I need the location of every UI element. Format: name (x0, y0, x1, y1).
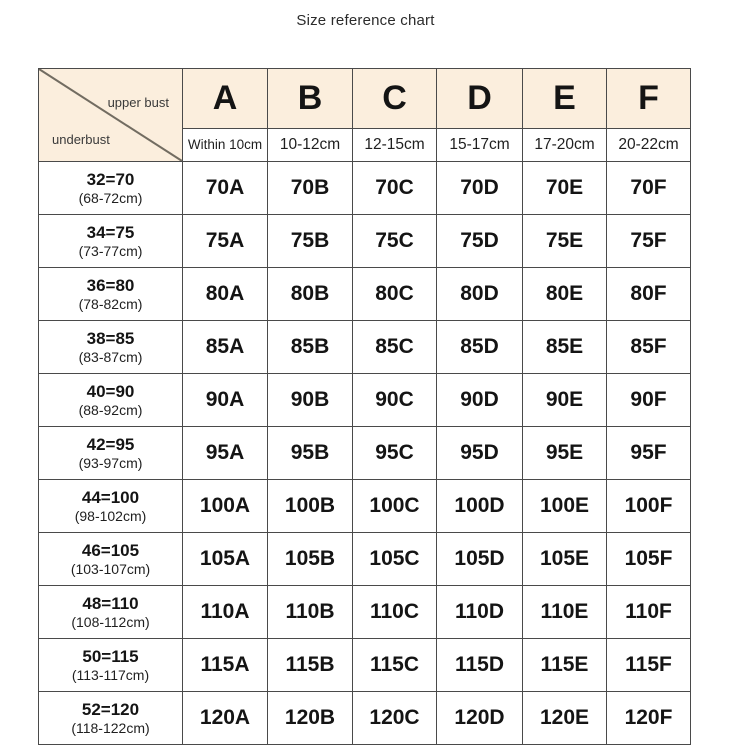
size-equivalence: 48=110 (82, 593, 139, 613)
size-cell-120a: 120A (183, 692, 268, 745)
size-cell-115a: 115A (183, 639, 268, 692)
size-cell-100d: 100D (437, 480, 523, 533)
size-cm-range: (78-82cm) (78, 295, 143, 312)
corner-label-underbust: underbust (52, 132, 110, 147)
size-cell-110a: 110A (183, 586, 268, 639)
cup-letter-a: A (183, 69, 268, 129)
size-cell-90e: 90E (523, 374, 607, 427)
size-cell-75b: 75B (268, 215, 353, 268)
size-cell-110d: 110D (437, 586, 523, 639)
size-equivalence: 42=95 (86, 434, 135, 454)
size-cell-105f: 105F (607, 533, 691, 586)
size-cell-100c: 100C (353, 480, 437, 533)
cup-letter-e: E (523, 69, 607, 129)
size-cell-105c: 105C (353, 533, 437, 586)
size-cell-115e: 115E (523, 639, 607, 692)
size-cell-80f: 80F (607, 268, 691, 321)
size-row-110 (39, 586, 691, 639)
size-cell-115b: 115B (268, 639, 353, 692)
size-cm-range: (73-77cm) (78, 242, 143, 259)
underbust-size-label (39, 215, 183, 268)
size-cm-range: (108-112cm) (71, 613, 150, 630)
size-equivalence: 32=70 (86, 169, 135, 189)
page-title: Size reference chart (296, 12, 435, 29)
size-cell-85a: 85A (183, 321, 268, 374)
size-cell-90f: 90F (607, 374, 691, 427)
size-cell-105d: 105D (437, 533, 523, 586)
size-cell-70a: 70A (183, 162, 268, 215)
size-cell-120f: 120F (607, 692, 691, 745)
size-cm-range: (93-97cm) (78, 454, 143, 471)
size-cell-80a: 80A (183, 268, 268, 321)
size-cm-range: (118-122cm) (71, 719, 150, 736)
size-cell-100f: 100F (607, 480, 691, 533)
cup-range-e: 17-20cm (523, 128, 607, 161)
size-cell-70e: 70E (523, 162, 607, 215)
size-equivalence: 38=85 (86, 328, 135, 348)
underbust-size-label (39, 321, 183, 374)
underbust-size-label (39, 427, 183, 480)
size-cell-110b: 110B (268, 586, 353, 639)
size-cell-95b: 95B (268, 427, 353, 480)
size-equivalence: 34=75 (86, 222, 135, 242)
size-cell-120e: 120E (523, 692, 607, 745)
size-chart-table (38, 68, 691, 745)
cup-range-c: 12-15cm (353, 128, 437, 161)
size-row-85 (39, 321, 691, 374)
size-cell-85e: 85E (523, 321, 607, 374)
underbust-size-label (39, 586, 183, 639)
size-cell-90b: 90B (268, 374, 353, 427)
size-cell-75e: 75E (523, 215, 607, 268)
size-cell-105b: 105B (268, 533, 353, 586)
size-cm-range: (113-117cm) (71, 666, 150, 683)
size-cell-120b: 120B (268, 692, 353, 745)
underbust-size-label (39, 374, 183, 427)
size-cell-95c: 95C (353, 427, 437, 480)
size-cell-115d: 115D (437, 639, 523, 692)
size-cell-70c: 70C (353, 162, 437, 215)
size-cell-70b: 70B (268, 162, 353, 215)
cup-letter-row (39, 69, 691, 129)
size-cell-95e: 95E (523, 427, 607, 480)
size-cell-75a: 75A (183, 215, 268, 268)
size-cell-90c: 90C (353, 374, 437, 427)
size-row-75 (39, 215, 691, 268)
size-cm-range: (83-87cm) (78, 348, 143, 365)
size-cell-95d: 95D (437, 427, 523, 480)
size-cell-115f: 115F (607, 639, 691, 692)
size-cell-80d: 80D (437, 268, 523, 321)
size-row-80 (39, 268, 691, 321)
size-cell-110f: 110F (607, 586, 691, 639)
size-cell-80b: 80B (268, 268, 353, 321)
size-cell-90a: 90A (183, 374, 268, 427)
size-row-115 (39, 639, 691, 692)
size-cell-100a: 100A (183, 480, 268, 533)
size-cm-range: (98-102cm) (74, 507, 147, 524)
size-cell-120d: 120D (437, 692, 523, 745)
size-row-120 (39, 692, 691, 745)
underbust-size-label (39, 480, 183, 533)
size-cell-75c: 75C (353, 215, 437, 268)
size-row-100 (39, 480, 691, 533)
size-cell-80e: 80E (523, 268, 607, 321)
size-cell-105e: 105E (523, 533, 607, 586)
corner-header-cell (39, 69, 183, 162)
size-cell-95a: 95A (183, 427, 268, 480)
size-cell-80c: 80C (353, 268, 437, 321)
size-row-95 (39, 427, 691, 480)
cup-letter-b: B (268, 69, 353, 129)
size-cell-120c: 120C (353, 692, 437, 745)
cup-letter-f: F (607, 69, 691, 129)
size-cell-100e: 100E (523, 480, 607, 533)
size-equivalence: 52=120 (81, 699, 140, 719)
size-cell-85b: 85B (268, 321, 353, 374)
size-cm-range: (88-92cm) (78, 401, 143, 418)
size-equivalence: 36=80 (86, 275, 135, 295)
size-row-90 (39, 374, 691, 427)
cup-range-b: 10-12cm (268, 128, 353, 161)
corner-label-upper-bust: upper bust (107, 95, 169, 110)
underbust-size-label (39, 639, 183, 692)
size-cell-85c: 85C (353, 321, 437, 374)
cup-range-f: 20-22cm (607, 128, 691, 161)
size-cell-95f: 95F (607, 427, 691, 480)
underbust-size-label (39, 533, 183, 586)
size-chart-body (39, 162, 691, 745)
size-row-105 (39, 533, 691, 586)
cup-letter-c: C (353, 69, 437, 129)
size-cm-range: (68-72cm) (78, 189, 143, 206)
size-cell-75f: 75F (607, 215, 691, 268)
cup-range-a: Within 10cm (183, 128, 268, 161)
underbust-size-label (39, 268, 183, 321)
size-equivalence: 40=90 (86, 381, 135, 401)
size-cell-90d: 90D (437, 374, 523, 427)
underbust-size-label (39, 692, 183, 745)
size-cell-75d: 75D (437, 215, 523, 268)
size-cm-range: (103-107cm) (70, 560, 151, 577)
cup-range-d: 15-17cm (437, 128, 523, 161)
size-cell-70d: 70D (437, 162, 523, 215)
size-cell-100b: 100B (268, 480, 353, 533)
size-cell-115c: 115C (353, 639, 437, 692)
size-cell-85d: 85D (437, 321, 523, 374)
underbust-size-label (39, 162, 183, 215)
diagonal-divider (39, 69, 182, 161)
cup-letter-d: D (437, 69, 523, 129)
size-cell-110e: 110E (523, 586, 607, 639)
size-row-70 (39, 162, 691, 215)
size-cell-70f: 70F (607, 162, 691, 215)
size-equivalence: 46=105 (81, 540, 140, 560)
size-cell-85f: 85F (607, 321, 691, 374)
size-equivalence: 50=115 (82, 646, 139, 666)
size-equivalence: 44=100 (81, 487, 140, 507)
size-chart-header (39, 69, 691, 162)
size-cell-105a: 105A (183, 533, 268, 586)
size-cell-110c: 110C (353, 586, 437, 639)
